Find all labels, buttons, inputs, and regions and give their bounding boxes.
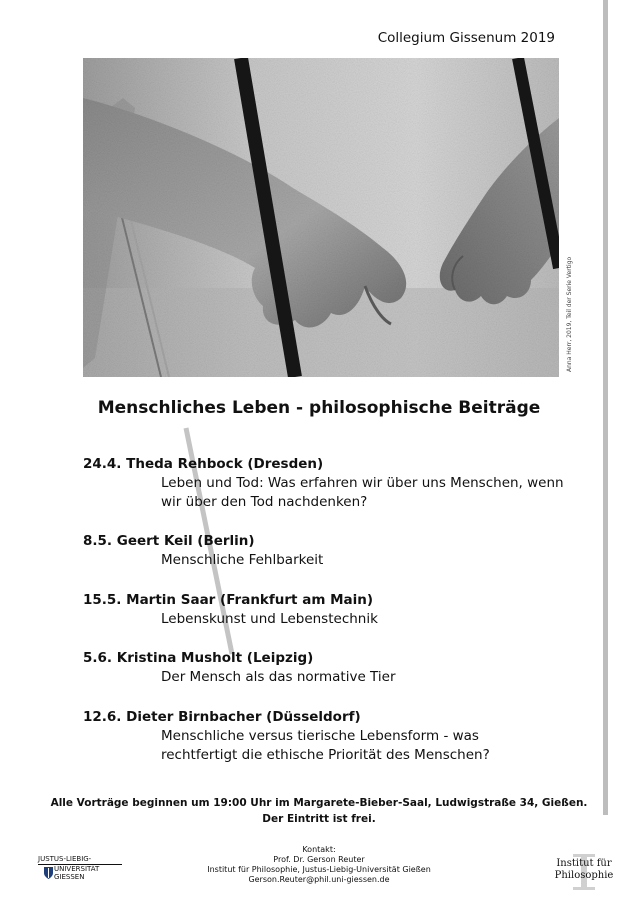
event-speaker: 15.5. Martin Saar (Frankfurt am Main) [83,592,374,608]
event-talk-title: Menschliche versus tierische Lebensform - was [161,728,479,744]
event-3 [83,591,573,629]
event-talk-title: Menschliche Fehlbarkeit [161,552,324,568]
event-5 [83,708,573,765]
institute-logo-line: Institut für [556,858,612,869]
university-logo-line: JUSTUS-LIEBIG- [38,855,122,865]
contact-institution: Institut für Philosophie, Justus-Liebig-Universität Gießen [207,865,431,874]
admission-line: Der Eintritt ist frei. [262,813,376,825]
institute-logo-line: Philosophie [554,870,614,881]
event-talk-title: Der Mensch als das normative Tier [161,669,396,685]
venue-time-line: Alle Vorträge beginnen um 19:00 Uhr im Margarete-Bieber-Saal, Ludwigstraße 34, Gießen. [50,797,588,809]
event-speaker: 12.6. Dieter Birnbacher (Düsseldorf) [83,709,361,725]
university-logo [38,855,122,881]
event-talk-title: Leben und Tod: Was erfahren wir über uns Menschen, wenn [161,475,564,491]
institute-logo [549,853,619,891]
event-talk-title: Lebenskunst und Lebenstechnik [161,611,378,627]
event-speaker: 8.5. Geert Keil (Berlin) [83,533,255,549]
contact-name: Prof. Dr. Gerson Reuter [273,855,365,864]
series-title: Collegium Gissenum 2019 [377,30,555,46]
photo-credit: Anna Herr, 2019, Teil der Serie Vertigo [566,256,573,372]
event-speaker: 5.6. Kristina Musholt (Leipzig) [83,650,314,666]
event-2 [83,532,573,570]
event-4 [83,649,573,687]
hands-photograph [83,58,559,377]
event-speaker: 24.4. Theda Rehbock (Dresden) [83,456,324,472]
university-logo-line: UNIVERSITÄT [54,865,100,873]
crest-icon [44,867,53,879]
event-talk-title: wir über den Tod nachdenken? [161,494,368,510]
event-talk-title: rechtfertigt die ethische Priorität des Menschen? [161,747,490,763]
contact-heading: Kontakt: [302,845,336,854]
event-1 [83,455,573,512]
contact-email[interactable]: Gerson.Reuter@phil.uni-giessen.de [248,875,390,884]
venue-notice [0,795,638,827]
university-logo-line: GIESSEN [54,873,85,881]
lecture-series-title: Menschliches Leben - philosophische Beiträge [97,398,541,418]
